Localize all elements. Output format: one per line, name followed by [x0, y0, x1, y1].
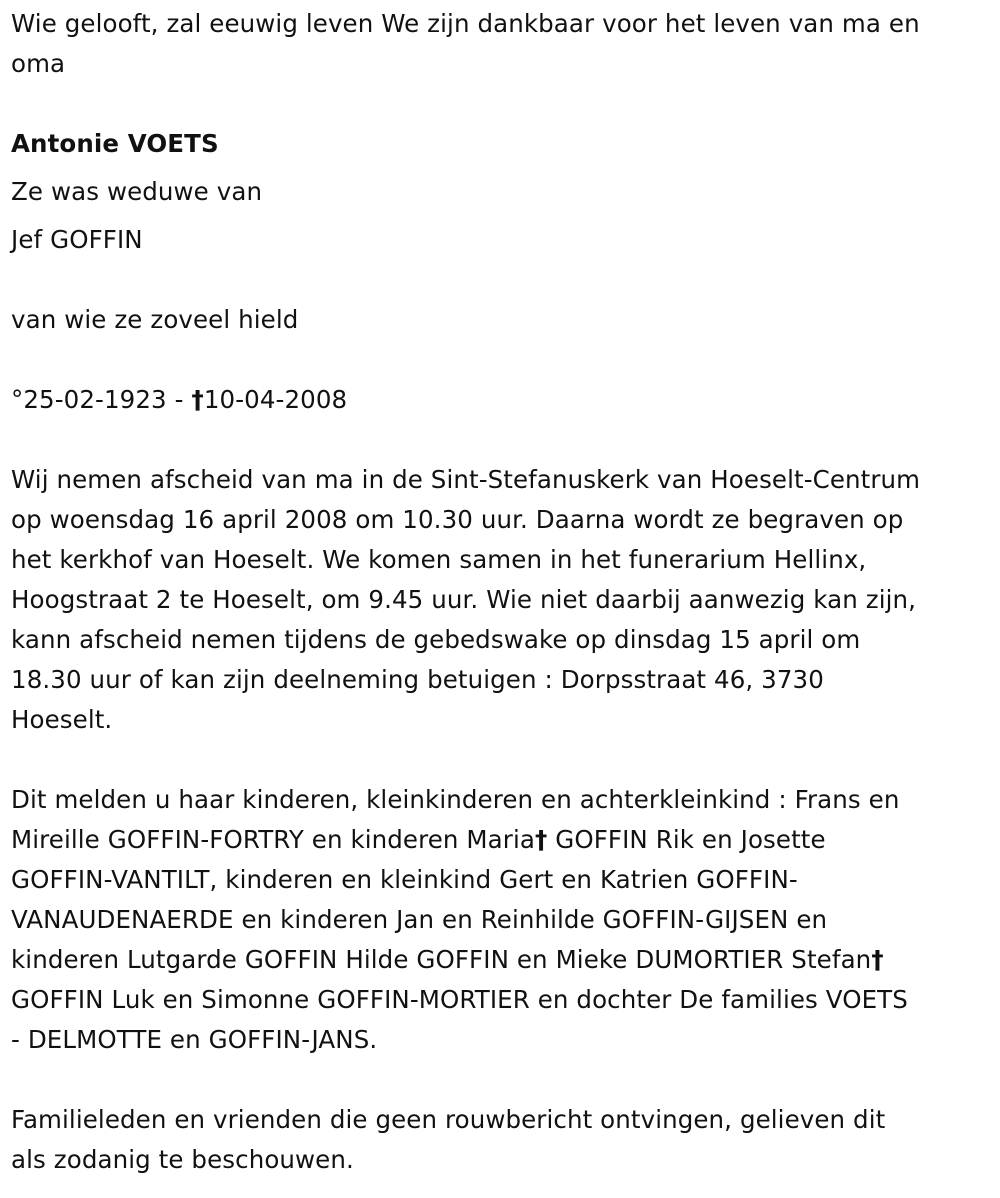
ceremony-line: het kerkhof van Hoeselt. We komen samen in het funerarium Hellinx, [11, 545, 867, 574]
widow-of-label: Ze was weduwe van [11, 177, 263, 206]
family-line: - DELMOTTE en GOFFIN-JANS. [11, 1025, 378, 1054]
closing-paragraph [11, 1100, 990, 1180]
cross-icon: † [534, 825, 548, 854]
ceremony-line: Hoogstraat 2 te Hoeselt, om 9.45 uur. Wie niet daarbij aanwezig kan zijn, [11, 585, 917, 614]
ceremony-line: Wij nemen afscheid van ma in de Sint-Stefanuskerk van Hoeselt-Centrum [11, 465, 921, 494]
family-line: Dit melden u haar kinderen, kleinkinderen en achterkleinkind : Frans en [11, 785, 900, 814]
ceremony-line: op woensdag 16 april 2008 om 10.30 uur. Daarna wordt ze begraven op [11, 505, 904, 534]
date-separator: - [166, 385, 192, 414]
ceremony-line: Hoeselt. [11, 705, 113, 734]
intro-line-2: oma [11, 49, 66, 78]
death-cross-icon: † [191, 385, 204, 414]
spacer [11, 1060, 990, 1100]
spacer [11, 740, 990, 780]
family-line: kinderen Lutgarde GOFFIN Hilde GOFFIN en Mieke DUMORTIER Stefan† [11, 940, 990, 980]
spouse-name: Jef GOFFIN [11, 225, 143, 254]
family-line: GOFFIN-VANTILT, kinderen en kleinkind Gert en Katrien GOFFIN- [11, 865, 798, 894]
family-paragraph [11, 780, 990, 1060]
spacer [11, 260, 990, 300]
deceased-name: Antonie VOETS [11, 129, 219, 158]
closing-line: Familieleden en vrienden die geen rouwbericht ontvingen, gelieven dit [11, 1105, 886, 1134]
spacer [11, 84, 990, 124]
birth-symbol: ° [11, 385, 24, 414]
ceremony-line: 18.30 uur of kan zijn deelneming betuigen : Dorpsstraat 46, 3730 [11, 665, 824, 694]
ceremony-line: kann afscheid nemen tijdens de gebedswake op dinsdag 15 april om [11, 625, 861, 654]
family-line: VANAUDENAERDE en kinderen Jan en Reinhilde GOFFIN-GIJSEN en [11, 905, 828, 934]
ceremony-paragraph [11, 460, 990, 740]
love-line: van wie ze zoveel hield [11, 305, 299, 334]
death-date: 10-04-2008 [203, 385, 348, 414]
family-line: Mireille GOFFIN-FORTRY en kinderen Maria† GOFFIN Rik en Josette [11, 820, 990, 860]
intro-line-1: Wie gelooft, zal eeuwig leven We zijn dankbaar voor het leven van ma en [11, 9, 920, 38]
closing-line: als zodanig te beschouwen. [11, 1145, 354, 1174]
spacer [11, 420, 990, 460]
cross-icon: † [871, 945, 884, 974]
life-dates [11, 380, 990, 420]
birth-date: 25-02-1923 [23, 385, 167, 414]
spacer [11, 340, 990, 380]
family-line: GOFFIN Luk en Simonne GOFFIN-MORTIER en dochter De families VOETS [11, 985, 908, 1014]
